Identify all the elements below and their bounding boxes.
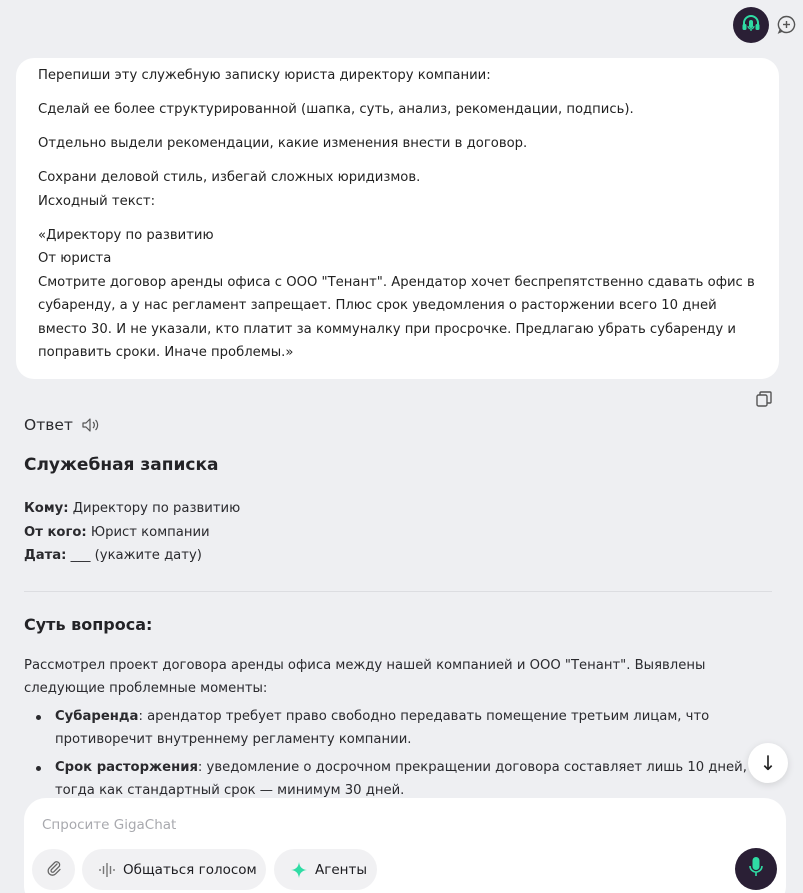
microphone-icon xyxy=(747,856,765,882)
issues-list xyxy=(24,705,774,803)
speaker-icon[interactable] xyxy=(81,416,101,434)
list-item-term: Субаренда xyxy=(55,708,139,724)
memo-title: Служебная записка xyxy=(24,455,219,475)
meta-value: ___ (укажите дату) xyxy=(66,548,202,563)
agents-button[interactable] xyxy=(274,849,377,890)
new-chat-button[interactable] xyxy=(776,16,796,36)
meta-key: Дата: xyxy=(24,548,67,563)
list-item xyxy=(24,756,774,803)
composer xyxy=(24,798,786,893)
answer-header xyxy=(24,416,101,434)
copy-button[interactable] xyxy=(755,390,773,408)
voice-chat-button[interactable] xyxy=(82,849,266,890)
sparkle-icon xyxy=(290,861,308,879)
source-line: «Директору по развитию xyxy=(38,227,214,243)
answer-content xyxy=(24,452,774,803)
new-chat-plus-icon xyxy=(777,15,796,38)
agents-label: Агенты xyxy=(315,861,367,878)
meta-date xyxy=(24,544,774,568)
section-title: Суть вопроса: xyxy=(24,614,153,634)
list-item-term: Срок расторжения xyxy=(55,759,198,775)
user-message-paragraph: Перепиши эту служебную записку юриста директору компании: xyxy=(38,68,491,83)
list-item xyxy=(24,705,774,752)
source-line: Смотрите договор аренды офиса с ООО "Тенант". Арендатор хочет беспрепятственно сдавать офис в субаренду, а у нас регламент запрещает. Плюс срок уведомления о расторжении всего 10 дней вместо 30. И не указали, кто платит за коммуналку при просрочке. Предлагаю убрать субаренду и поправить сроки. Иначе проблемы.» xyxy=(38,274,755,360)
source-label: Исходный текст: xyxy=(38,193,156,209)
answer-label: Ответ xyxy=(24,416,73,434)
copy-icon xyxy=(755,393,773,412)
divider xyxy=(24,591,772,592)
source-line: От юриста xyxy=(38,251,112,266)
attach-button[interactable] xyxy=(32,849,75,890)
meta-value: Директору по развитию xyxy=(68,501,241,516)
list-item-text: : уведомление о досрочном прекращении договора составляет лишь 10 дней, тогда как стандартный срок — минимум 30 дней. xyxy=(55,759,747,798)
list-item-text: : арендатор требует право свободно передавать помещение третьим лицам, что противоречит внутреннему регламенту компании. xyxy=(55,708,710,747)
meta-value: Юрист компании xyxy=(86,524,210,540)
user-message-paragraph: Сохрани деловой стиль, избегай сложных юридизмов. xyxy=(38,170,421,185)
section-intro: Рассмотрел проект договора аренды офиса между нашей компанией и ООО "Тенант". Выявлены следующие проблемные моменты: xyxy=(24,657,706,696)
voice-assistant-button[interactable] xyxy=(733,7,769,43)
user-message-paragraph: Отдельно выдели рекомендации, какие изменения внести в договор. xyxy=(38,136,528,151)
meta-from xyxy=(24,521,774,545)
waveform-icon xyxy=(98,862,116,878)
voice-chat-label: Общаться голосом xyxy=(123,861,257,878)
message-input[interactable] xyxy=(42,814,642,836)
meta-to xyxy=(24,497,774,521)
meta-key: От кого: xyxy=(24,524,87,540)
microphone-button[interactable] xyxy=(735,848,777,890)
meta-key: Кому: xyxy=(24,501,69,516)
user-message-paragraph: Сделай ее более структурированной (шапка, суть, анализ, рекомендации, подпись). xyxy=(38,102,634,117)
arrow-down-icon: ↓ xyxy=(759,751,777,775)
user-message-bubble xyxy=(16,58,779,379)
top-bar xyxy=(0,0,803,50)
scroll-down-button[interactable] xyxy=(748,743,788,783)
headphones-mic-icon xyxy=(740,12,762,38)
paperclip-icon xyxy=(46,860,62,880)
